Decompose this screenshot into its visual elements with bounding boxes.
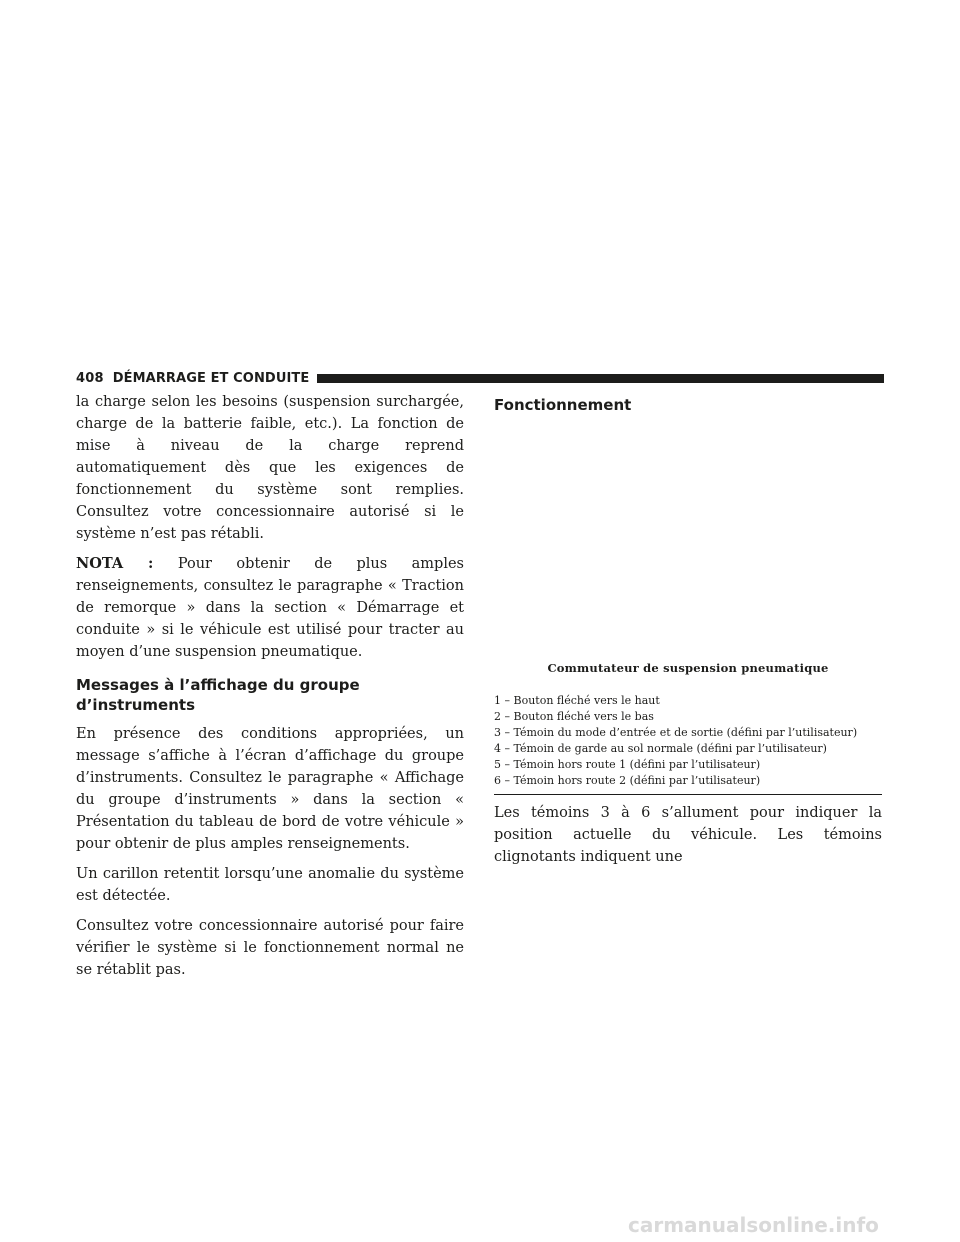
paragraph-carillon: Un carillon retentit lorsqu’une anomalie du système est détectée. [76,866,464,904]
legend-item: 1 – Bouton fléché vers le haut [494,694,660,707]
legend-divider [494,794,882,795]
nota-text: Pour obtenir de plus amples renseignements, consultez le paragraphe « Traction de remorque » dans la section « Démarrage et conduite » si le véhicule est utilisé pour tracter au moyen d’une suspension pneumatique. [76,556,464,660]
right-column [494,391,882,876]
page-header [76,370,884,386]
legend-item: 5 – Témoin hors route 1 (défini par l’utilisateur) [494,758,761,771]
legend-item: 3 – Témoin du mode d’entrée et de sortie (défini par l’utilisateur) [494,726,858,739]
legend-item: 4 – Témoin de garde au sol normale (défini par l’utilisateur) [494,742,827,755]
paragraph-concessionnaire: Consultez votre concessionnaire autorisé pour faire vérifier le système si le fonctionnement normal ne se rétablit pas. [76,918,464,978]
figure-placeholder [494,415,882,655]
legend-item: 2 – Bouton fléché vers le bas [494,710,654,723]
section-title: DÉMARRAGE ET CONDUITE [112,370,310,386]
page-number: 408 [76,370,104,386]
header-rule [317,374,884,383]
heading-fonctionnement: Fonctionnement [494,396,632,414]
figure-legend [494,693,882,789]
legend-item: 6 – Témoin hors route 2 (défini par l’utilisateur) [494,774,761,787]
nota-label: NOTA : [76,555,154,572]
paragraph-messages: En présence des conditions appropriées, un message s’affiche à l’écran d’affichage du groupe d’instruments. Consultez le paragraphe « Affichage du groupe d’instruments » dans la section « Présentation du tableau de bord de votre véhicule » pour obtenir de plus amples renseignements. [76,726,464,852]
subheading-messages: Messages à l’affichage du groupe d’instruments [76,676,360,714]
nota-paragraph [76,553,464,663]
figure-caption: Commutateur de suspension pneumatique [547,661,829,675]
left-column [76,391,464,989]
paragraph-temoins: Les témoins 3 à 6 s’allument pour indiquer la position actuelle du véhicule. Les témoins clignotants indiquent une [494,805,882,865]
paragraph-charge: la charge selon les besoins (suspension surchargée, charge de la batterie faible, etc.). La fonction de mise à niveau de la charge reprend automatiquement dès que les exigences de fonctionnement du système sont remplies. Consultez votre concessionnaire autorisé si le système n’est pas rétabli. [76,394,464,542]
svg-text:carmanualsonline.info: carmanualsonline.info [628,1214,879,1237]
watermark-logo [628,1214,960,1238]
